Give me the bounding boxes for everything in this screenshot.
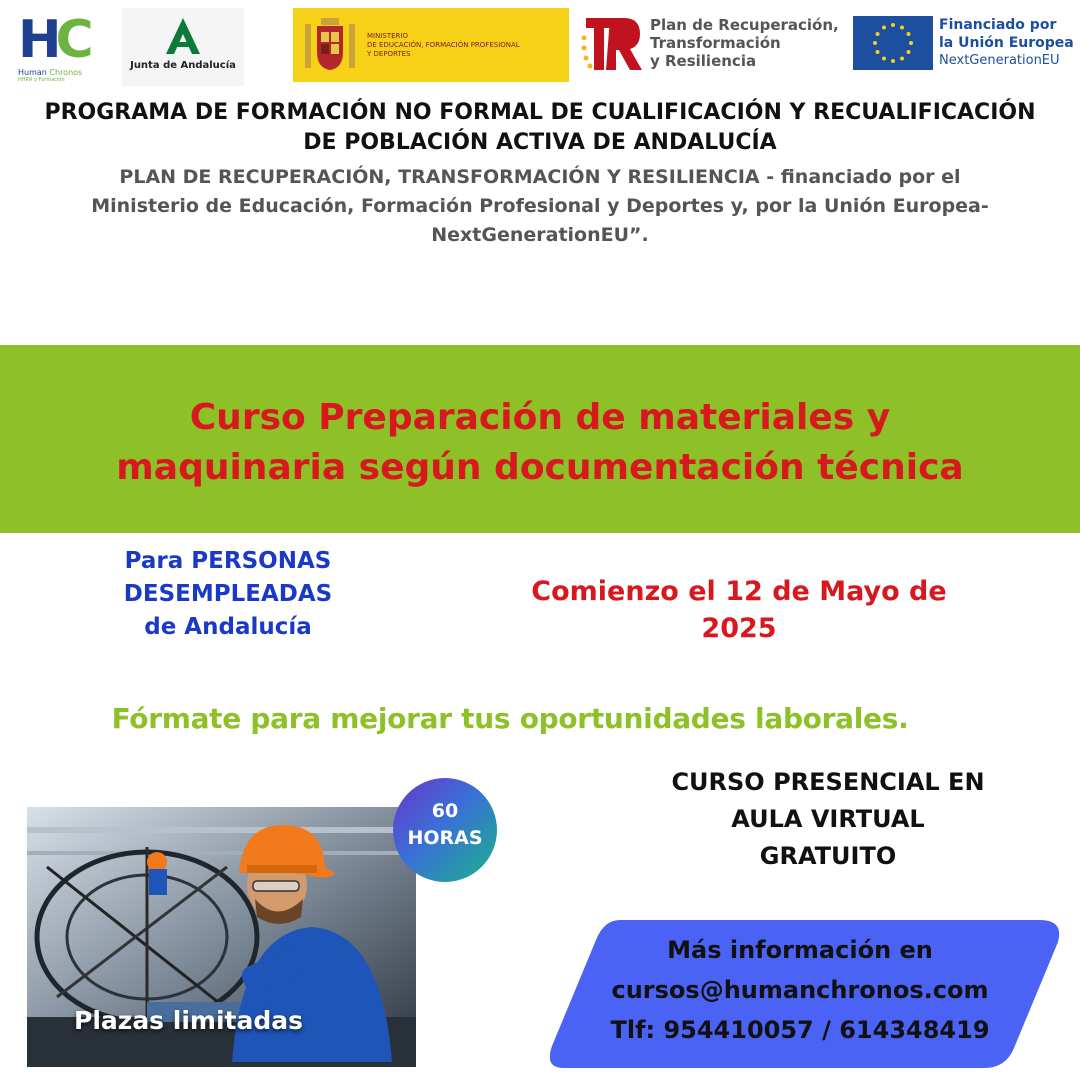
- hc-logo-letter-c: C: [55, 10, 88, 70]
- hc-logo-subtitle: HHRR y Formación: [18, 77, 65, 83]
- slogan: Fórmate para mejorar tus oportunidades laborales.: [111, 702, 909, 735]
- eu-flag-icon: [853, 16, 933, 70]
- junta-name: Junta de Andalucía: [130, 60, 236, 71]
- ministerio-logo: [293, 8, 569, 82]
- course-title: [40, 393, 1040, 493]
- junta-a-mark-icon: [166, 18, 200, 54]
- hours-badge: [393, 778, 497, 882]
- hc-logo-letter-h: H: [18, 10, 56, 70]
- human-chronos-logo: [18, 10, 100, 86]
- prtr-line1: Plan de Recuperación,: [650, 16, 839, 34]
- ministerio-line3: Y DEPORTES: [367, 50, 411, 58]
- start-date: [500, 573, 978, 647]
- course-title-line2: maquinaria según documentación técnica: [116, 447, 964, 488]
- modality-line1: CURSO PRESENCIAL EN: [671, 768, 985, 796]
- modality-line2: AULA VIRTUAL: [731, 805, 925, 833]
- course-modality: [626, 764, 1030, 875]
- target-line1: Para PERSONAS: [124, 548, 332, 574]
- eu-line3: NextGenerationEU: [939, 53, 1060, 68]
- course-title-line1: Curso Preparación de materiales y: [189, 397, 891, 438]
- funding-statement-line2: Ministerio de Educación, Formación Profesional y Deportes y, por la Unión Europea-: [91, 195, 989, 217]
- program-title: [20, 98, 1060, 158]
- target-line2: DESEMPLEADAS: [123, 581, 333, 607]
- contact-email-link[interactable]: cursos@humanchronos.com: [611, 976, 989, 1004]
- funding-statement-line3: NextGenerationEU”.: [431, 224, 649, 246]
- modality-line3: GRATUITO: [759, 842, 897, 870]
- contact-phones[interactable]: Tlf: 954410057 / 614348419: [610, 1016, 990, 1044]
- eu-line2: la Unión Europea: [939, 35, 1074, 51]
- plazas-limitadas-caption: Plazas limitadas: [74, 1006, 303, 1035]
- eu-funding-logo: [853, 16, 1078, 74]
- program-title-line1: PROGRAMA DE FORMACIÓN NO FORMAL DE CUALIFICACIÓN Y RECUALIFICACIÓN: [44, 100, 1036, 125]
- prtr-logo: [580, 14, 842, 76]
- hours-label: HORAS: [407, 827, 483, 849]
- hours-number: 60: [431, 800, 459, 822]
- target-audience: [70, 545, 386, 644]
- prtr-tr-mark-icon: [580, 14, 644, 74]
- ministerio-line2: DE EDUCACIÓN, FORMACIÓN PROFESIONAL: [367, 41, 520, 49]
- spain-coat-of-arms-icon: [303, 16, 357, 74]
- junta-andalucia-logo: [122, 8, 244, 86]
- contact-info: [590, 930, 1010, 1050]
- funding-statement-line1: PLAN DE RECUPERACIÓN, TRANSFORMACIÓN Y RESILIENCIA - financiado por el: [119, 166, 961, 188]
- hc-logo-name-part1: Human: [18, 68, 50, 77]
- start-date-line2: 2025: [701, 613, 777, 644]
- funding-statement: [40, 163, 1040, 250]
- eu-line1: Financiado por: [939, 17, 1057, 33]
- start-date-line1: Comienzo el 12 de Mayo de: [531, 576, 947, 607]
- prtr-line2: Transformación: [650, 34, 781, 52]
- target-line3: de Andalucía: [144, 614, 312, 640]
- program-title-line2: DE POBLACIÓN ACTIVA DE ANDALUCÍA: [303, 130, 777, 155]
- worker-photo: [27, 807, 416, 1067]
- contact-line1: Más información en: [667, 936, 933, 964]
- ministerio-line1: MINISTERIO: [367, 32, 408, 40]
- prtr-line3: y Resiliencia: [650, 52, 757, 70]
- hc-logo-name-part2: Chronos: [49, 68, 83, 77]
